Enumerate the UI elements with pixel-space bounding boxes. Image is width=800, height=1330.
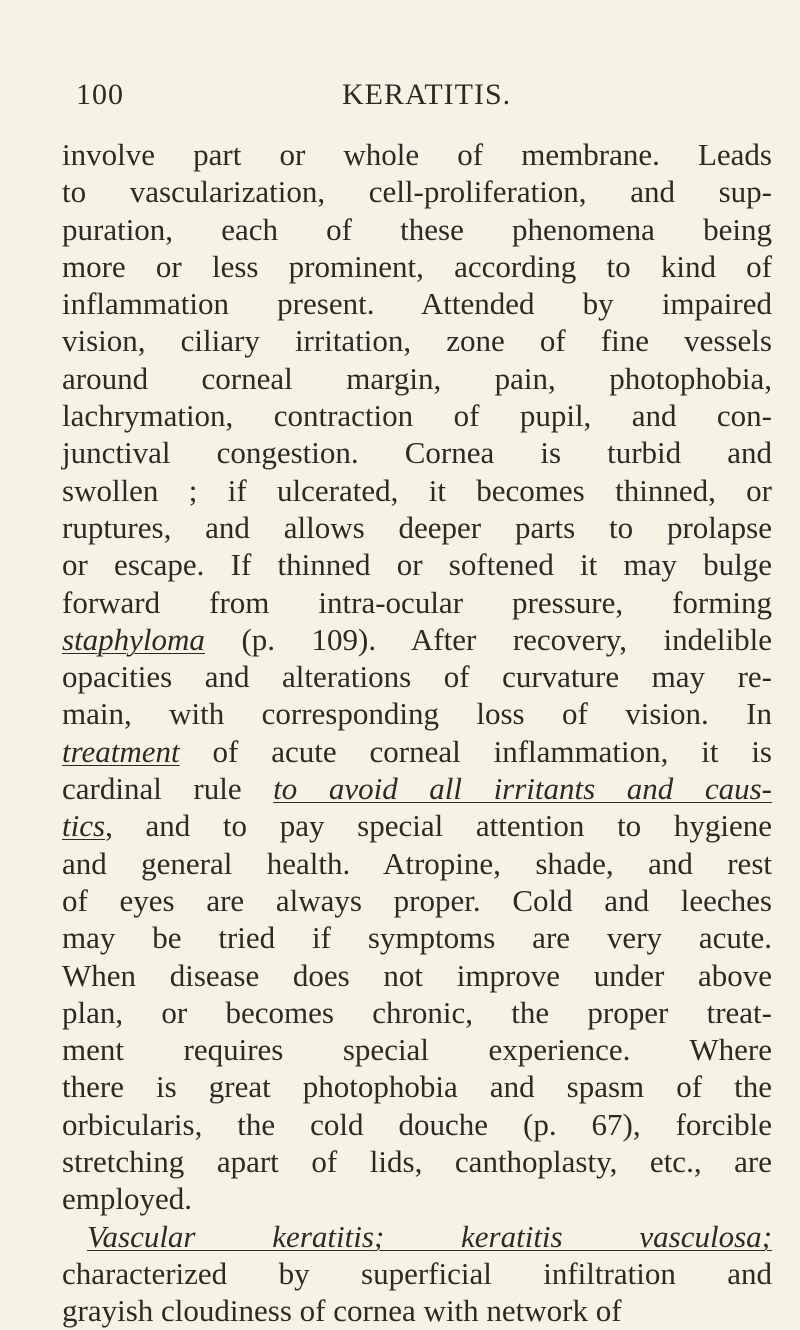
line-text: of eyes are always proper. Cold and leeches (62, 882, 772, 918)
line-text: lachrymation, contraction of pupil, and con- (62, 398, 772, 434)
line-text: (p. 109). After recovery, indelible (204, 621, 772, 657)
line-text: , and to pay special attention to hygiene (105, 808, 772, 844)
line-text: stretching apart of lids, canthoplasty, etc., are (62, 1144, 772, 1180)
line-text: there is great photophobia and spasm of the (62, 1069, 772, 1105)
emphasized-term: treatment (62, 733, 180, 769)
text-line (62, 1143, 772, 1180)
emphasized-term: to avoid all irritants and caus- (273, 771, 772, 807)
text-line (62, 397, 772, 434)
line-text: may be tried if symptoms are very acute. (62, 920, 772, 956)
line-text: swollen ; if ulcerated, it becomes thinned, or (62, 472, 772, 508)
line-text: grayish cloudiness of cornea with network of (62, 1293, 622, 1329)
line-text: junctival congestion. Cornea is turbid and (62, 435, 772, 471)
text-line (62, 546, 772, 583)
line-text: forward from intra-ocular pressure, forming (62, 584, 772, 620)
text-line (62, 807, 772, 844)
text-line (62, 1292, 772, 1329)
line-text: main, with corresponding loss of vision. In (62, 696, 772, 732)
line-text: opacities and alterations of curvature may re- (62, 659, 772, 695)
text-line (62, 1218, 772, 1255)
text-line (62, 173, 772, 210)
text-line (62, 658, 772, 695)
text-line (62, 1031, 772, 1068)
line-text: characterized by superficial infiltration and (62, 1255, 772, 1291)
emphasized-term: staphyloma (62, 621, 205, 657)
text-line (62, 845, 772, 882)
line-text: of acute corneal inflammation, it is (179, 733, 772, 769)
text-line (62, 957, 772, 994)
text-line (62, 472, 772, 509)
line-text: inflammation present. Attended by impaired (62, 286, 772, 322)
text-line (62, 621, 772, 658)
text-line (62, 770, 772, 807)
text-line (62, 285, 772, 322)
line-text: to vascularization, cell-proliferation, and sup- (62, 174, 772, 210)
line-text: or escape. If thinned or softened it may bulge (62, 547, 772, 583)
line-text: ment requires special experience. Where (62, 1032, 772, 1068)
text-line (62, 1068, 772, 1105)
line-text: cardinal rule (62, 771, 274, 807)
page-header (62, 78, 752, 118)
line-text: ruptures, and allows deeper parts to prolapse (62, 509, 772, 545)
text-line (62, 919, 772, 956)
text-line (62, 1255, 772, 1292)
line-text: involve part or whole of membrane. Leads (62, 137, 772, 172)
text-line (62, 211, 772, 248)
emphasized-term: Vascular keratitis; keratitis vasculosa; (87, 1218, 772, 1254)
text-line (62, 695, 772, 732)
line-text: around corneal margin, pain, photophobia, (62, 360, 772, 396)
emphasized-term: tics (62, 808, 106, 844)
line-text: When disease does not improve under above (62, 957, 772, 993)
text-line (62, 322, 772, 359)
line-text: orbicularis, the cold douche (p. 67), forcible (62, 1106, 772, 1142)
line-text: employed. (62, 1181, 192, 1217)
page-number: 100 (76, 78, 124, 111)
text-line (62, 584, 772, 621)
text-line (62, 1180, 772, 1217)
line-text: puration, each of these phenomena being (62, 211, 772, 247)
text-line (62, 360, 772, 397)
line-text: and general health. Atropine, shade, and rest (62, 845, 772, 881)
line-text: plan, or becomes chronic, the proper treat- (62, 994, 772, 1030)
running-head: KERATITIS. (342, 78, 512, 111)
text-line (62, 509, 772, 546)
text-line (62, 136, 772, 173)
text-line (62, 882, 772, 919)
text-line (62, 733, 772, 770)
text-line (62, 994, 772, 1031)
text-line (62, 1106, 772, 1143)
line-text: more or less prominent, according to kind of (62, 248, 772, 284)
line-text: vision, ciliary irritation, zone of fine vessels (62, 323, 772, 359)
body-text (62, 136, 772, 1330)
text-line (62, 248, 772, 285)
text-line (62, 434, 772, 471)
